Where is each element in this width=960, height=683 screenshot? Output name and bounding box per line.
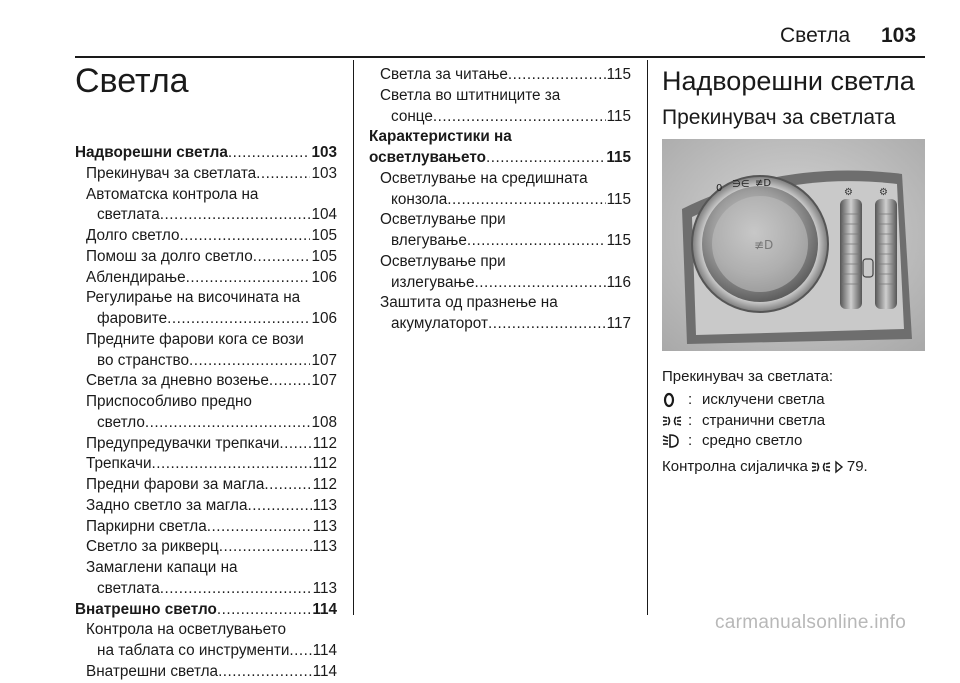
toc-entry-label: Осветлување при <box>380 252 506 270</box>
toc-entry[interactable] <box>75 600 337 621</box>
toc-entry-label: влегување <box>391 232 467 249</box>
svg-text:⚙: ⚙ <box>844 187 853 198</box>
low-beam-icon <box>662 433 688 449</box>
svg-text:⚙: ⚙ <box>879 187 888 198</box>
toc-entry-label: Приспособливо предно <box>86 393 252 410</box>
toc-leader-dots <box>289 641 311 662</box>
toc-page-number: 108 <box>311 413 337 431</box>
toc-page-number: 105 <box>311 247 337 265</box>
toc-page-number: 103 <box>311 144 337 161</box>
header-title: Светла <box>780 24 851 47</box>
toc-entry-label: Внатрешно светло <box>75 600 217 618</box>
toc-entry-label: Помош за долго светло <box>86 247 253 265</box>
toc-entry-label: сонце <box>391 107 433 125</box>
toc-page-number: 106 <box>311 310 337 327</box>
toc-entry-label: Предните фарови кога се вози <box>86 330 304 348</box>
toc-page-number: 106 <box>311 268 337 286</box>
toc-entry[interactable] <box>75 641 337 662</box>
toc-entry[interactable] <box>75 579 337 600</box>
toc-entry[interactable] <box>75 434 337 455</box>
toc-leader-dots <box>279 434 311 455</box>
toc-entry-label: Предупредувачки трепкачи <box>86 434 280 452</box>
toc-leader-dots <box>145 413 311 434</box>
toc-leader-dots <box>247 496 311 517</box>
toc-entry-label: фаровите <box>97 310 168 327</box>
toc-entry[interactable] <box>75 537 337 558</box>
toc-page-number: 115 <box>606 232 631 249</box>
photo-caption: Прекинувач за светлата: <box>662 368 834 385</box>
header-rule <box>75 56 925 58</box>
toc-entry-label: Долго светло <box>86 227 180 244</box>
toc-entry-label: акумулаторот <box>391 315 488 332</box>
side-lights-icon <box>662 413 688 429</box>
toc-entry[interactable] <box>75 454 337 475</box>
toc-page-number: 113 <box>312 496 337 514</box>
toc-page-number: 113 <box>312 517 337 535</box>
toc-entry-label: светлата <box>97 206 160 224</box>
toc-entry-label: Заштита од празнење на <box>380 294 558 312</box>
toc-page-number: 113 <box>312 538 337 556</box>
chapter-title: Светла <box>75 62 189 100</box>
svg-text:≢D: ≢D <box>754 238 774 252</box>
toc-page-number: 103 <box>311 164 337 182</box>
off-icon <box>662 392 688 408</box>
toc-leader-dots <box>256 164 310 185</box>
toc-leader-dots <box>152 454 312 475</box>
toc-entry-label: на таблата со инструменти <box>97 642 290 659</box>
toc-leader-dots <box>488 314 606 335</box>
toc-entry[interactable] <box>369 314 631 335</box>
toc-page-number: 104 <box>311 206 337 224</box>
toc-entry[interactable] <box>75 205 337 226</box>
toc-leader-dots <box>486 148 605 169</box>
toc-leader-dots <box>474 273 605 294</box>
toc-leader-dots <box>269 371 311 392</box>
toc-leader-dots <box>219 537 312 558</box>
toc-entry[interactable] <box>75 226 337 247</box>
toc-entry-label: Светла во штитниците за <box>380 86 561 104</box>
toc-entry[interactable] <box>75 475 337 496</box>
toc-page-number: 115 <box>606 107 631 125</box>
toc-entry[interactable] <box>75 662 337 683</box>
toc-leader-dots <box>189 351 311 372</box>
toc-page-number: 112 <box>312 434 337 452</box>
column-divider-left <box>353 60 354 615</box>
toc-entry[interactable] <box>75 351 337 372</box>
toc-leader-dots <box>160 579 312 600</box>
header-page-number: 103 <box>881 24 917 47</box>
toc-leader-dots <box>264 475 311 496</box>
toc-page-number: 113 <box>312 579 337 597</box>
toc-entry-label: Автоматска контрола на <box>86 185 259 203</box>
toc-entry-label: Прекинувач за светлата <box>86 164 257 182</box>
toc-leader-dots <box>218 662 312 683</box>
toc-entry-label: Предни фарови за магла <box>86 476 265 493</box>
toc-entry[interactable] <box>369 273 631 294</box>
toc-entry-label: светло <box>97 413 145 431</box>
toc-middle-column <box>369 65 631 335</box>
toc-entry-label: Замаглени капаци на <box>86 559 238 576</box>
toc-entry-label: Задно светло за магла <box>86 496 248 514</box>
toc-entry-label: Паркирни светла <box>86 517 207 535</box>
toc-leader-dots <box>433 107 606 128</box>
toc-entry-label: Контрола на осветлувањето <box>86 621 287 639</box>
toc-entry-label: во странство <box>97 351 189 369</box>
section-subheading: Прекинувач за светлата <box>662 106 896 129</box>
toc-entry[interactable] <box>369 190 631 211</box>
legend-text-off: исклучени светла <box>702 391 825 408</box>
legend-text-low-beam: средно светло <box>702 432 803 449</box>
toc-entry[interactable] <box>75 413 337 434</box>
toc-entry[interactable] <box>75 517 337 538</box>
toc-entry[interactable] <box>75 371 337 392</box>
toc-page-number: 115 <box>606 149 631 166</box>
toc-entry[interactable] <box>75 496 337 517</box>
toc-entry-label: осветлувањето <box>369 149 486 166</box>
toc-page-number: 114 <box>312 642 337 659</box>
toc-page-number: 117 <box>606 315 631 332</box>
toc-entry[interactable] <box>369 65 631 86</box>
symbol-legend <box>662 390 825 452</box>
toc-page-number: 105 <box>311 227 337 244</box>
note-text: Контролна сијаличка <box>662 458 808 475</box>
column-divider-right <box>647 60 648 615</box>
toc-leader-dots <box>180 226 311 247</box>
toc-entry-label: Надворешни светла <box>75 144 228 161</box>
toc-entry-label: Карактеристики на <box>369 128 512 146</box>
toc-page-number: 107 <box>311 351 337 369</box>
toc-page-number: 114 <box>312 600 337 618</box>
toc-entry-label: Внатрешни светла <box>86 662 219 680</box>
toc-leader-dots <box>447 190 605 211</box>
toc-page-number: 114 <box>312 662 337 680</box>
toc-left-column <box>75 143 337 683</box>
toc-entry-label: светлата <box>97 579 160 597</box>
side-lights-icon <box>811 459 831 475</box>
toc-entry-label: Трепкачи <box>86 455 152 473</box>
legend-text-side-lights: странични светла <box>702 411 826 429</box>
legend-row-side-lights: : странични светла <box>662 411 825 432</box>
toc-page-number: 107 <box>311 372 337 390</box>
toc-entry-label: Светла за читање <box>380 66 508 83</box>
toc-entry-label: конзола <box>391 190 448 208</box>
toc-entry[interactable] <box>75 143 337 164</box>
toc-page-number: 115 <box>606 66 631 83</box>
toc-leader-dots <box>217 600 311 621</box>
toc-leader-dots <box>160 205 311 226</box>
toc-leader-dots <box>253 247 311 268</box>
toc-entry[interactable] <box>75 309 337 330</box>
toc-leader-dots <box>207 517 312 538</box>
toc-entry-label: Осветлување на средишната <box>380 169 588 187</box>
toc-entry-label: Регулирање на височината на <box>86 289 301 307</box>
svg-text:∋∈: ∋∈ <box>732 179 750 190</box>
note-page-ref[interactable]: 79. <box>846 458 868 475</box>
legend-row-off: : исклучени светла <box>662 390 825 411</box>
toc-entry[interactable] <box>369 148 631 169</box>
toc-entry[interactable] <box>75 247 337 268</box>
toc-leader-dots <box>228 143 311 164</box>
toc-entry[interactable] <box>75 164 337 185</box>
toc-entry[interactable] <box>369 231 631 252</box>
toc-page-number: 115 <box>606 190 631 208</box>
toc-leader-dots <box>508 65 606 86</box>
toc-leader-dots <box>186 268 311 289</box>
toc-entry-label: Осветлување при <box>380 211 506 229</box>
light-switch-photo <box>662 139 925 351</box>
toc-page-number: 116 <box>606 273 631 291</box>
toc-page-number: 112 <box>312 476 337 493</box>
toc-entry[interactable] <box>75 268 337 289</box>
toc-page-number: 112 <box>312 455 337 473</box>
arrow-ref-icon[interactable] <box>834 460 844 474</box>
control-lamp-note <box>662 458 868 475</box>
section-heading: Надворешни светла <box>662 66 915 96</box>
toc-entry[interactable] <box>369 107 631 128</box>
watermark: carmanualsonline.info <box>715 612 907 633</box>
svg-text:0: 0 <box>716 183 723 194</box>
toc-entry-label: Аблендирање <box>86 268 186 286</box>
toc-entry-label: Светла за дневно возење <box>86 372 269 390</box>
legend-row-low-beam: : средно светло <box>662 431 825 452</box>
toc-leader-dots <box>467 231 606 252</box>
toc-entry-label: Светло за рикверц <box>86 538 219 556</box>
toc-leader-dots <box>167 309 310 330</box>
toc-entry-label: излегување <box>391 273 475 291</box>
svg-text:≢D: ≢D <box>755 178 772 189</box>
